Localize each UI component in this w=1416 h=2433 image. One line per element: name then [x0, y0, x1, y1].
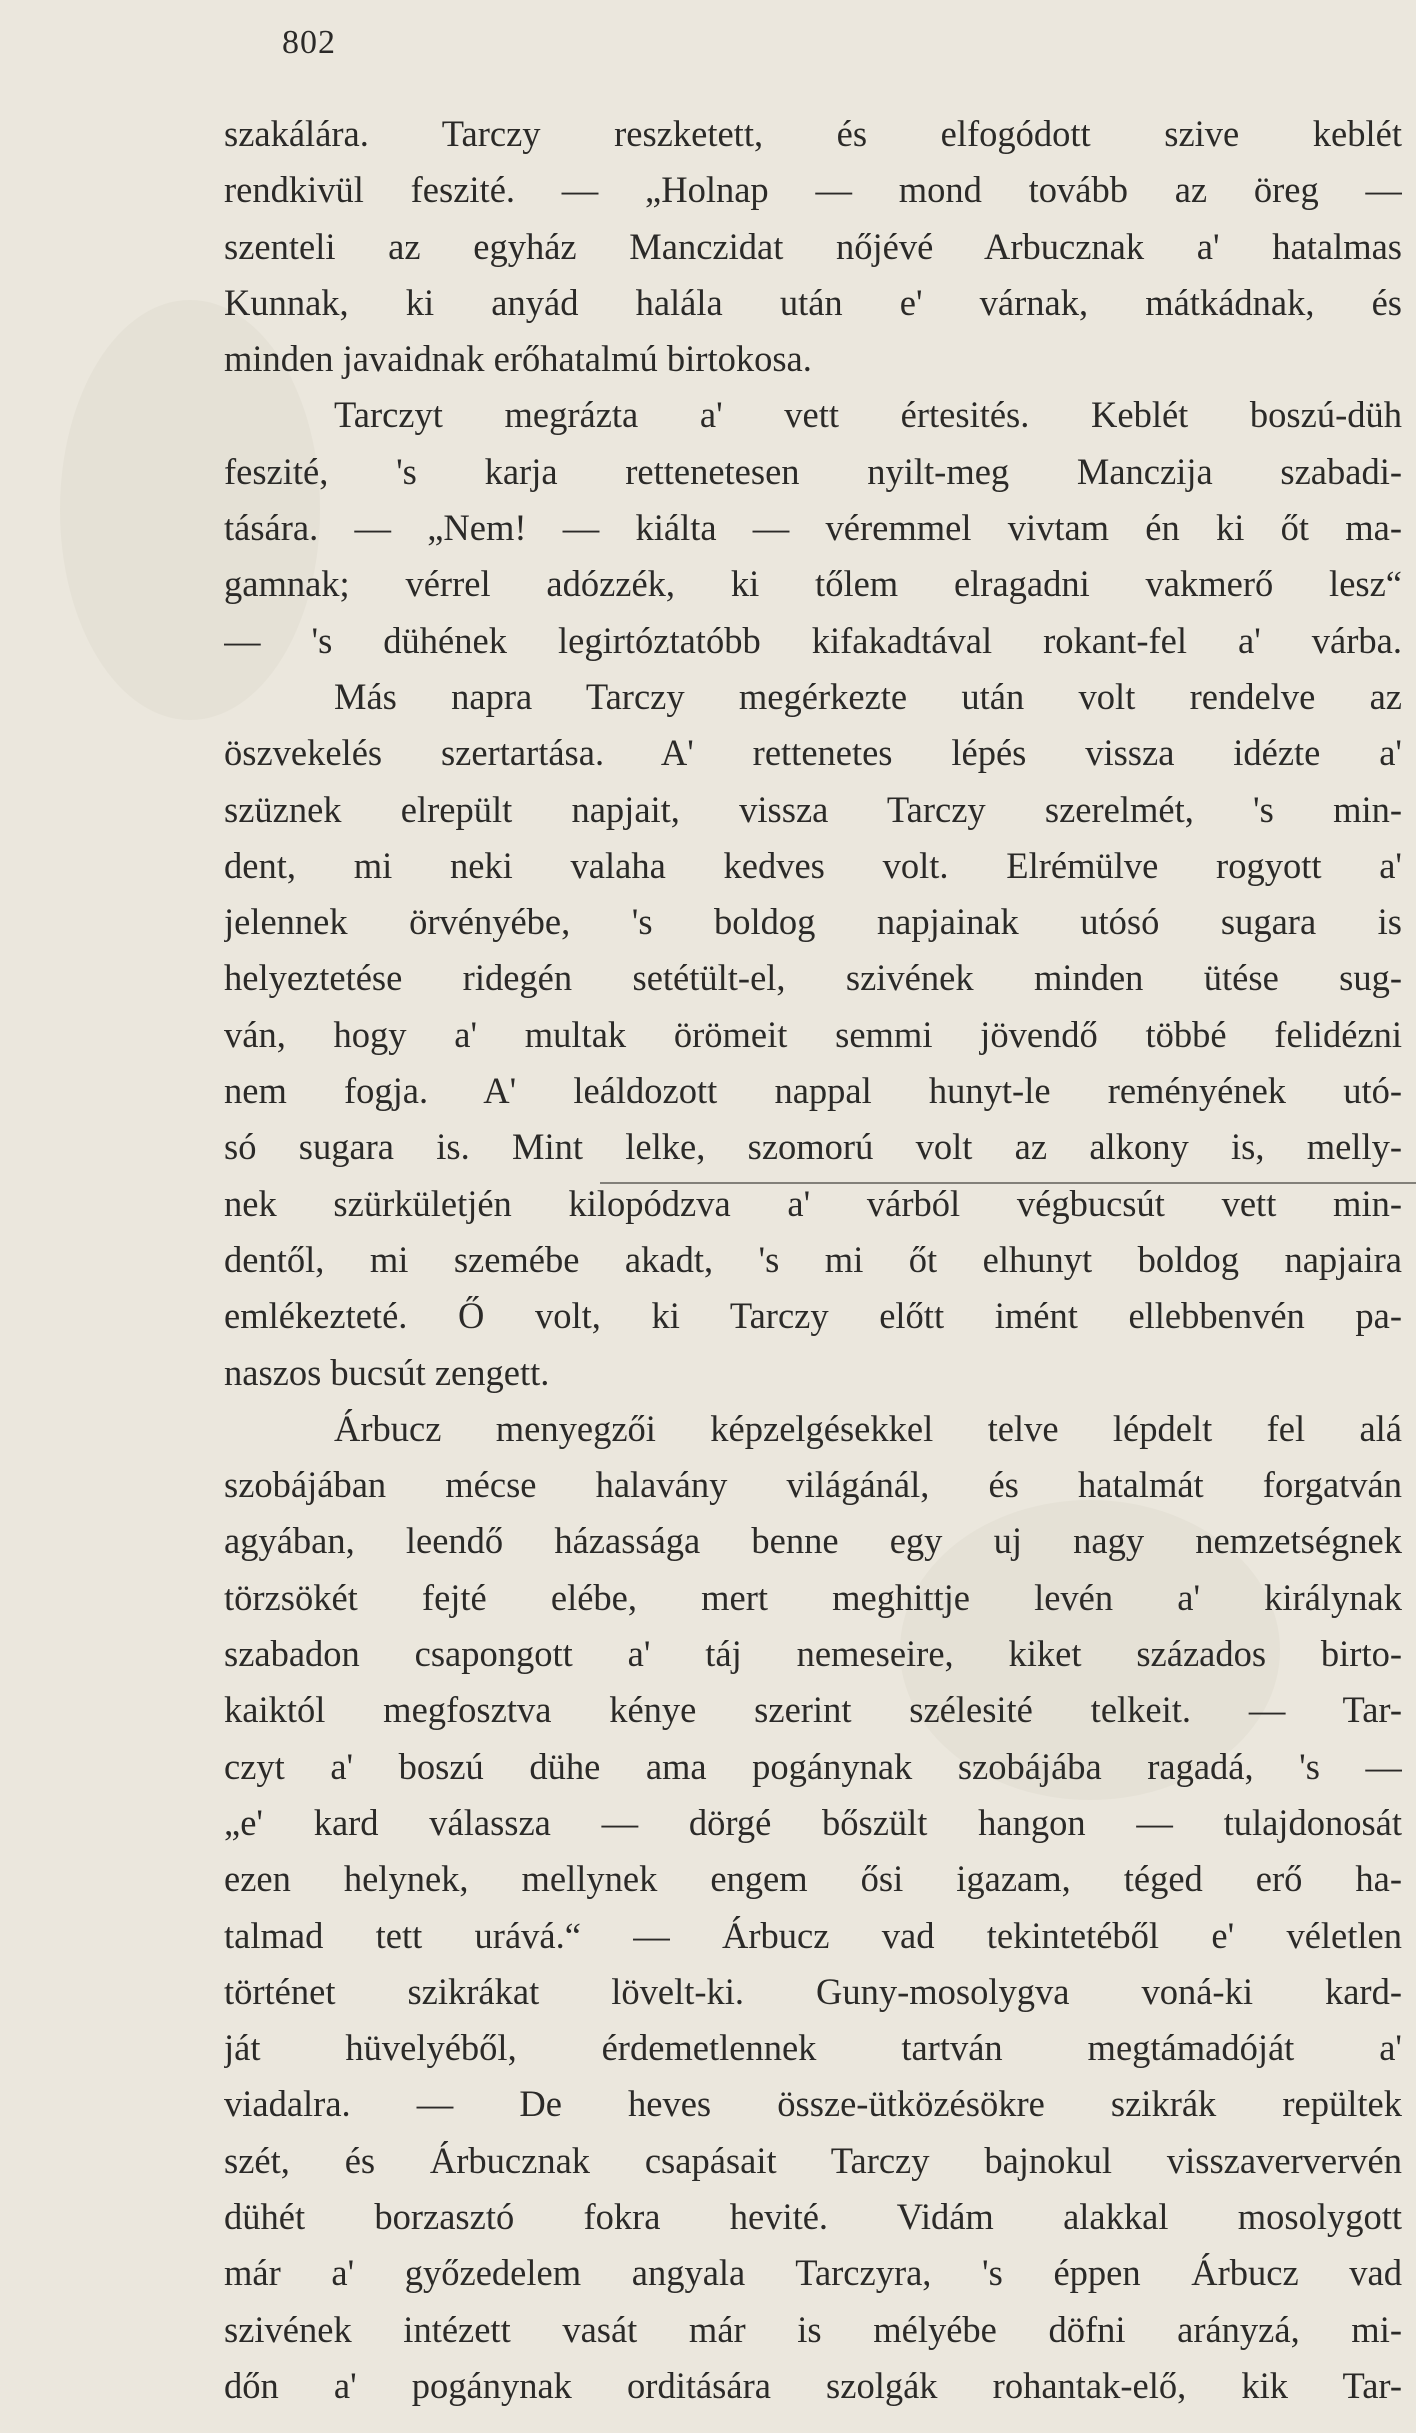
text-line: só sugara is. Mint lelke, szomorú volt az alkony is, melly- [224, 1126, 1402, 1168]
page-number: 802 [282, 24, 336, 61]
text-line: agyában, leendő házassága benne egy uj nagy nemzetségnek [224, 1520, 1402, 1562]
text-line: naszos bucsút zengett. [224, 1351, 550, 1393]
text-line: kaiktól megfosztva kénye szerint szélesité telkeit. — Tar- [224, 1689, 1402, 1731]
text-line: szét, és Árbucznak csapásait Tarczy bajnokul visszaververvén [224, 2139, 1402, 2181]
text-line: szüznek elrepült napjait, vissza Tarczy szerelmét, 's min- [224, 788, 1402, 830]
text-line: „e' kard válassza — dörgé bőszült hangon — tulajdonosát [224, 1801, 1402, 1843]
text-line: Árbucz menyegzői képzelgésekkel telve lépdelt fel alá [334, 1407, 1402, 1449]
text-line: dőn a' pogánynak orditására szolgák rohantak-elő, kik Tar- [224, 2364, 1402, 2406]
text-line: szakálára. Tarczy reszketett, és elfogódott szive keblét [224, 113, 1402, 154]
text-line: szivének intézett vasát már is mélyébe döfni arányzá, mi- [224, 2308, 1402, 2350]
text-line: történet szikrákat lövelt-ki. Guny-mosolygva voná-ki kard- [224, 1970, 1402, 2012]
text-line: öszvekelés szertartása. A' rettenetes lépés vissza idézte a' [224, 732, 1402, 774]
text-line: Más napra Tarczy megérkezte után volt rendelve az [334, 675, 1402, 717]
text-line: viadalra. — De heves össze-ütközésökre szikrák repültek [224, 2083, 1402, 2125]
text-line: ezen helynek, mellynek engem ősi igazam, téged erő ha- [224, 1858, 1402, 1900]
text-line: nem fogja. A' leáldozott nappal hunyt-le reményének utó- [224, 1070, 1402, 1112]
text-line: törzsökét fejté elébe, mert meghittje levén a' királynak [224, 1576, 1402, 1618]
text-line: tására. — „Nem! — kiálta — véremmel vivtam én ki őt ma- [224, 507, 1402, 549]
text-line: szobájában mécse halavány világánál, és hatalmát forgatván [224, 1464, 1402, 1506]
text-line: helyeztetése ridegén setétült-el, szivének minden ütése sug- [224, 957, 1402, 999]
body-text [224, 106, 1402, 2414]
text-line: ját hüvelyéből, érdemetlennek tartván megtámadóját a' [224, 2027, 1402, 2069]
text-line: nek szürkületjén kilopódzva a' várból végbucsút vett min- [224, 1182, 1402, 1224]
text-line: minden javaidnak erőhatalmú birtokosa. [224, 338, 812, 380]
text-line: ván, hogy a' multak örömeit semmi jövendő többé felidézni [224, 1013, 1402, 1055]
text-line: talmad tett urává.“ — Árbucz vad tekintetéből e' véletlen [224, 1914, 1402, 1956]
text-line: szenteli az egyház Manczidat nőjévé Arbucznak a' hatalmas [224, 225, 1402, 267]
text-line: dühét borzasztó fokra hevité. Vidám alakkal mosolygott [224, 2195, 1402, 2237]
text-line: dent, mi neki valaha kedves volt. Elrémülve rogyott a' [224, 844, 1402, 886]
text-line: emlékezteté. Ő volt, ki Tarczy előtt imént ellebbenvén pa- [224, 1295, 1402, 1337]
text-line: már a' győzedelem angyala Tarczyra, 's éppen Árbucz vad [224, 2252, 1402, 2294]
text-line: jelennek örvényébe, 's boldog napjainak utósó sugara is [224, 901, 1402, 943]
text-line: dentől, mi szemébe akadt, 's mi őt elhunyt boldog napjaira [224, 1238, 1402, 1280]
text-line: feszité, 's karja rettenetesen nyilt-meg Manczija szabadi- [224, 450, 1402, 492]
text-line: Tarczyt megrázta a' vett értesités. Keblét boszú-düh [334, 394, 1402, 436]
text-line: — 's dühének legirtóztatóbb kifakadtával rokant-fel a' várba. [224, 619, 1402, 661]
text-line: Kunnak, ki anyád halála után e' várnak, mátkádnak, és [224, 281, 1402, 323]
text-line: gamnak; vérrel adózzék, ki tőlem elragadni vakmerő lesz“ [224, 563, 1402, 605]
text-line: czyt a' boszú dühe ama pogánynak szobájába ragadá, 's — [224, 1745, 1402, 1787]
text-line: szabadon csapongott a' táj nemeseire, kiket százados birto- [224, 1633, 1402, 1675]
text-line: rendkivül feszité. — „Holnap — mond tovább az öreg — [224, 169, 1402, 211]
